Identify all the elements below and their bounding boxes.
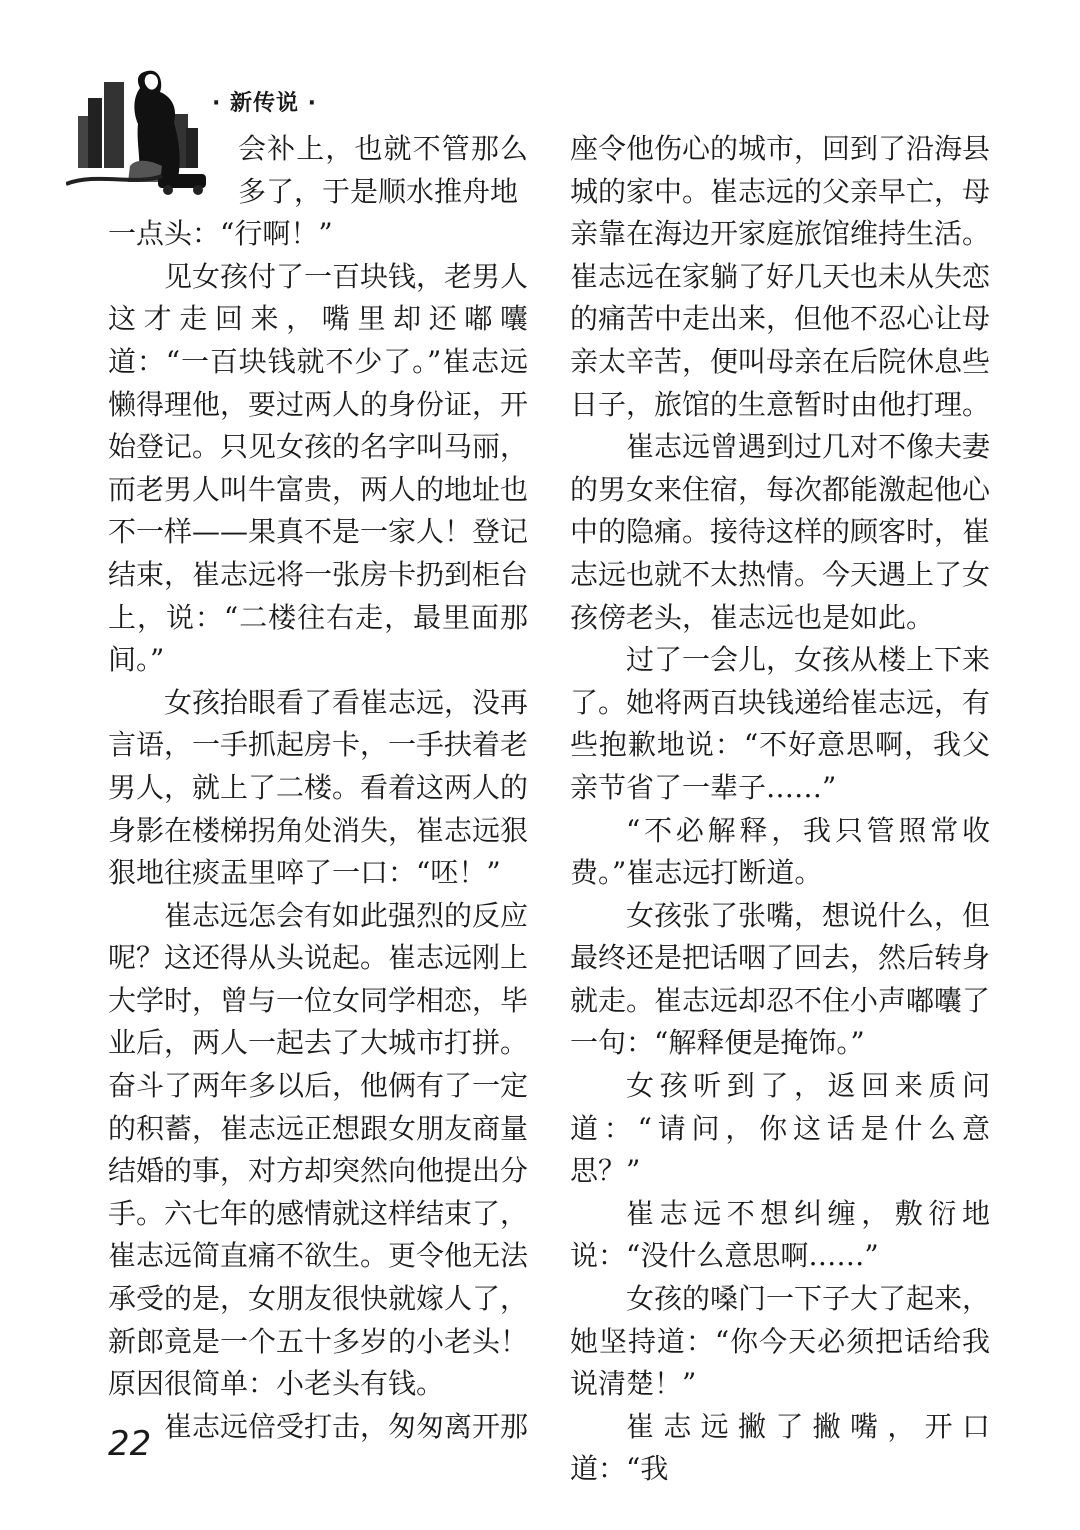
paragraph: 女孩听到了，返回来质问道：“请问，你这话是什么意思？” (570, 1069, 990, 1188)
paragraph: 女孩的嗓门一下子大了起来，她坚持道：“你今天必须把话给我说清楚！” (570, 1282, 991, 1401)
paragraph: 崔志远倍受打击，匆匆离开那 (164, 1409, 529, 1443)
paragraph: 女孩张了张嘴，想说什么，但最终还是把话咽了回去，然后转身就走。崔志远却忍不住小声嘟囔了一句：“解释便是掩饰。” (570, 898, 991, 1060)
paragraph: 崔志远曾遇到过几对不像夫妻的男女来住宿，每次都能激起他心中的隐痛。接待这样的顾客时，崔志远也就不太热情。今天遇上了女孩傍老头，崔志远也是如此。 (570, 430, 991, 634)
page-number: 22 (108, 1424, 152, 1464)
paragraph: 崔志远撇了撇嘴，开口道：“我 (570, 1409, 990, 1486)
paragraph-continuation: 座令他伤心的城市，回到了沿海县城的家中。崔志远的父亲早亡，母亲靠在海边开家庭旅馆维持生活。崔志远在家躺了好几天也未从失恋的痛苦中走出来，但他不忍心让母亲太辛苦，便叫母亲在后院休息些日子，旅馆的生意暂时由他打理。 (570, 132, 991, 421)
paragraph: 崔志远不想纠缠，敷衍地说：“没什么意思啊……” (570, 1196, 990, 1273)
paragraph-continuation-wrapped: 会补上，也就不管那么多了，于是顺水推舟地 (238, 132, 528, 208)
left-column (108, 128, 528, 1448)
paragraph: 过了一会儿，女孩从楼上下来了。她将两百块钱递给崔志远，有些抱歉地说：“不好意思啊，我父亲节省了一辈子……” (570, 643, 991, 804)
paragraph: “不必解释，我只管照常收费。”崔志远打断道。 (570, 813, 990, 890)
paragraph: 崔志远怎会有如此强烈的反应呢？这还得从头说起。崔志远刚上大学时，曾与一位女同学相恋，毕业后，两人一起去了大城市打拼。奋斗了两年多以后，他俩有了一定的积蓄，崔志远正想跟女朋友商量结婚的事，对方却突然向他提出分手。六七年的感情就这样结束了，崔志远简直痛不欲生。更令他无法承受的是，女朋友很快就嫁人了，新郎竟是一个五十多岁的小老头！原因很简单：小老头有钱。 (108, 898, 529, 1401)
paragraph-continuation-end: 一点头：“行啊！” (108, 217, 333, 251)
paragraph: 女孩抬眼看了看崔志远，没再言语，一手抓起房卡，一手扶着老男人，就上了二楼。看着这两人的身影在楼梯拐角处消失，崔志远狠狠地往痰盂里啐了一口：“呸！” (108, 685, 529, 890)
right-column (570, 128, 990, 1491)
section-tag: · 新传说 · (212, 91, 318, 116)
paragraph: 见女孩付了一百块钱，老男人这才走回来，嘴里却还嘟囔道：“一百块钱就不少了。”崔志远懒得理他，要过两人的身份证，开始登记。只见女孩的名字叫马丽，而老男人叫牛富贵，两人的地址也不一样——果真不是一家人！登记结束，崔志远将一张房卡扔到柜台上，说：“二楼往右走，最里面那间。” (108, 259, 529, 677)
